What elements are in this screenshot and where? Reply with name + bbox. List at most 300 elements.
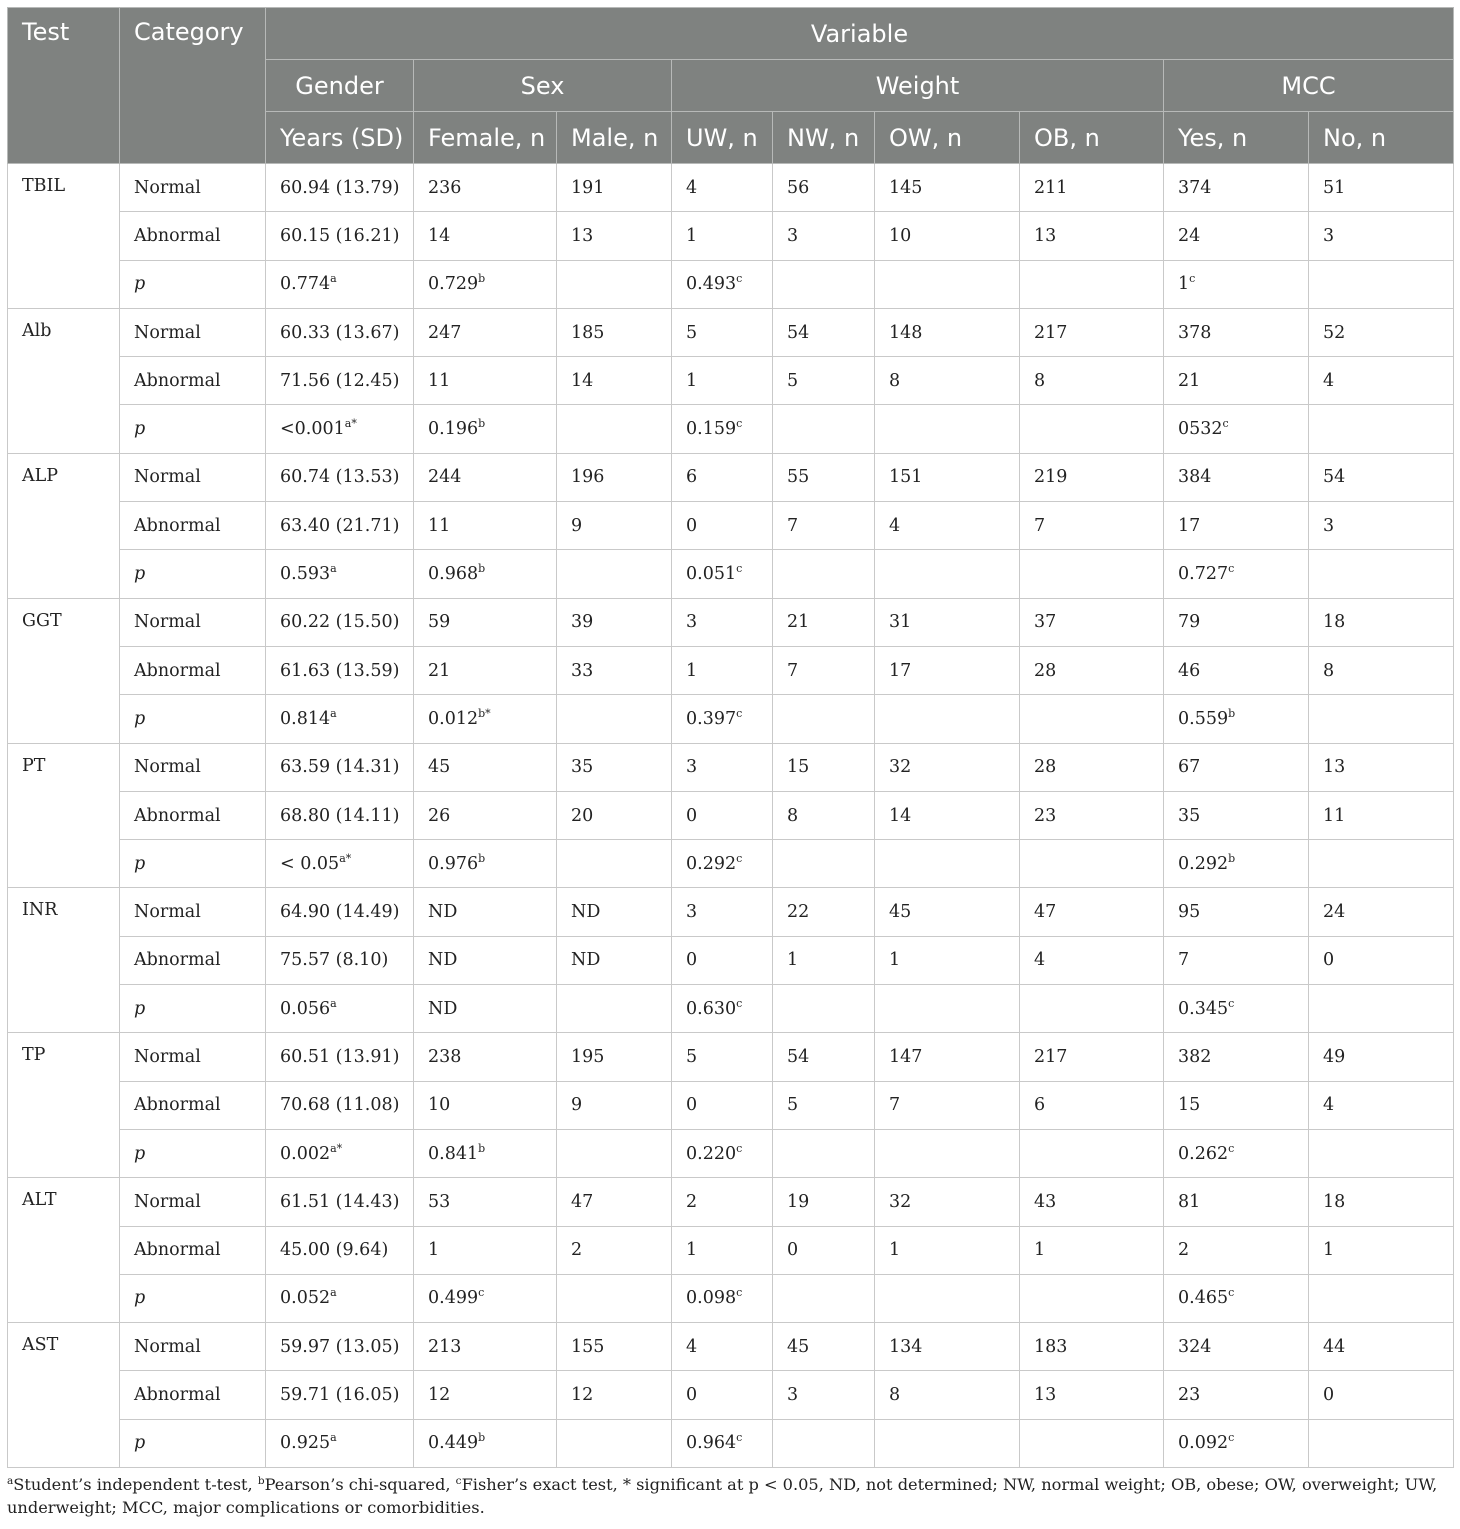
value-cell <box>1309 1081 1454 1129</box>
cell-value: 26 <box>428 805 451 826</box>
value-cell <box>557 936 672 984</box>
cell-value: 59 <box>428 612 451 633</box>
cell-footnote-marker: c <box>1228 1286 1235 1300</box>
table-row <box>8 212 1454 260</box>
cell-value: 60.15 (16.21) <box>280 225 400 246</box>
cell-value: 60.33 (13.67) <box>280 322 400 343</box>
value-cell <box>672 1033 773 1081</box>
value-cell <box>1164 985 1309 1033</box>
value-cell <box>557 550 672 598</box>
cell-value: 1 <box>1178 274 1190 295</box>
cell-footnote-marker: a <box>330 706 337 720</box>
cell-value: 11 <box>1323 805 1346 826</box>
cell-value: 22 <box>787 902 810 923</box>
cell-value: 185 <box>571 322 605 343</box>
table-row <box>8 1081 1454 1129</box>
value-cell <box>1164 743 1309 791</box>
cell-value: 0.493 <box>686 274 737 295</box>
header-col-uw: UW, n <box>672 112 773 164</box>
value-cell <box>773 888 875 936</box>
value-cell <box>875 695 1020 743</box>
value-cell <box>875 1129 1020 1177</box>
cell-value: 35 <box>1178 805 1201 826</box>
cell-value: 53 <box>428 1191 451 1212</box>
cell-value: 0.729 <box>428 274 479 295</box>
value-cell <box>1164 1274 1309 1322</box>
value-cell <box>266 743 414 791</box>
value-cell <box>773 985 875 1033</box>
cell-value: 44 <box>1323 1336 1346 1357</box>
value-cell <box>773 550 875 598</box>
value-cell <box>414 405 557 453</box>
value-cell <box>557 985 672 1033</box>
cell-value: 13 <box>571 225 594 246</box>
value-cell <box>557 1226 672 1274</box>
value-cell <box>414 164 557 212</box>
value-cell <box>875 985 1020 1033</box>
value-cell <box>875 840 1020 888</box>
cell-value: 7 <box>1034 515 1046 536</box>
cell-footnote-marker: b <box>1228 851 1236 865</box>
cell-value: 0.196 <box>428 419 479 440</box>
cell-value: 1 <box>1323 1240 1335 1261</box>
value-cell <box>672 308 773 356</box>
table-footnote <box>7 1473 1453 1519</box>
value-cell <box>672 357 773 405</box>
value-cell <box>672 212 773 260</box>
value-cell <box>1164 1129 1309 1177</box>
value-cell <box>773 1323 875 1371</box>
cell-value: 47 <box>571 1191 594 1212</box>
value-cell <box>557 1178 672 1226</box>
cell-value: 4 <box>686 177 698 198</box>
table-row <box>8 985 1454 1033</box>
cell-value: 0 <box>1323 1385 1335 1406</box>
cell-value: 15 <box>787 757 810 778</box>
value-cell <box>672 453 773 501</box>
cell-footnote-marker: b <box>478 1141 486 1155</box>
cell-value: 0.593 <box>280 564 331 585</box>
cell-value: 211 <box>1034 177 1068 198</box>
cell-value: 45 <box>889 902 912 923</box>
cell-value: 217 <box>1034 1046 1068 1067</box>
cell-value: 3 <box>787 1385 799 1406</box>
cell-value: 8 <box>1034 370 1046 391</box>
cell-value: 1 <box>686 225 698 246</box>
category-cell: p <box>120 1129 266 1177</box>
cell-value: 35 <box>571 757 594 778</box>
header-group-gender: Gender <box>266 60 414 112</box>
cell-footnote-marker: c <box>736 706 743 720</box>
cell-value: 18 <box>1323 612 1346 633</box>
value-cell <box>1164 695 1309 743</box>
cell-value: 4 <box>1323 370 1335 391</box>
value-cell <box>414 1323 557 1371</box>
value-cell <box>1164 308 1309 356</box>
table-row <box>8 936 1454 984</box>
value-cell <box>773 840 875 888</box>
cell-value: 60.94 (13.79) <box>280 177 400 198</box>
value-cell <box>1020 646 1164 694</box>
value-cell <box>266 502 414 550</box>
cell-value: 8 <box>787 805 799 826</box>
value-cell <box>672 1178 773 1226</box>
value-cell <box>1309 453 1454 501</box>
value-cell <box>1020 1129 1164 1177</box>
cell-value: 33 <box>571 660 594 681</box>
cell-value: 45 <box>787 1336 810 1357</box>
cell-footnote-marker: c <box>1228 1431 1235 1445</box>
cell-value: 18 <box>1323 1191 1346 1212</box>
cell-value: 49 <box>1323 1046 1346 1067</box>
cell-value: 7 <box>889 1095 901 1116</box>
value-cell <box>1164 260 1309 308</box>
cell-value: 191 <box>571 177 605 198</box>
cell-footnote-marker: c <box>736 1431 743 1445</box>
value-cell <box>773 1274 875 1322</box>
value-cell <box>557 1033 672 1081</box>
value-cell <box>1309 791 1454 839</box>
cell-value: 0.774 <box>280 274 331 295</box>
table-row <box>8 888 1454 936</box>
cell-footnote-marker: a <box>330 1431 337 1445</box>
value-cell <box>266 936 414 984</box>
cell-value: 60.74 (13.53) <box>280 467 400 488</box>
cell-footnote-marker: a* <box>344 417 357 431</box>
cell-value: 31 <box>889 612 912 633</box>
value-cell <box>266 405 414 453</box>
category-cell: Abnormal <box>120 646 266 694</box>
value-cell <box>773 164 875 212</box>
value-cell <box>414 1274 557 1322</box>
value-cell <box>414 260 557 308</box>
cell-footnote-marker: b <box>1228 706 1236 720</box>
value-cell <box>672 791 773 839</box>
cell-footnote-marker: c <box>736 562 743 576</box>
value-cell <box>1020 985 1164 1033</box>
cell-value: 0.449 <box>428 1433 479 1454</box>
cell-value: 145 <box>889 177 923 198</box>
cell-value: 54 <box>787 1046 810 1067</box>
value-cell <box>1309 743 1454 791</box>
cell-value: 43 <box>1034 1191 1057 1212</box>
value-cell <box>672 502 773 550</box>
header-col-mcc-yes: Yes, n <box>1164 112 1309 164</box>
value-cell <box>773 598 875 646</box>
footnote-marker: b <box>257 1475 265 1487</box>
cell-value: 0.841 <box>428 1143 479 1164</box>
value-cell <box>1020 260 1164 308</box>
value-cell <box>414 985 557 1033</box>
header-group-sex: Sex <box>414 60 672 112</box>
value-cell <box>1309 888 1454 936</box>
cell-value: 0.630 <box>686 998 737 1019</box>
cell-value: 196 <box>571 467 605 488</box>
value-cell <box>1309 695 1454 743</box>
table-row <box>8 260 1454 308</box>
cell-value: 70.68 (11.08) <box>280 1095 400 1116</box>
test-name-cell: PT <box>8 743 120 888</box>
table-row <box>8 598 1454 646</box>
cell-footnote-marker: c <box>736 1141 743 1155</box>
cell-value: 15 <box>1178 1095 1201 1116</box>
cell-footnote-marker: c <box>736 851 743 865</box>
value-cell <box>1309 1323 1454 1371</box>
cell-value: 3 <box>1323 515 1335 536</box>
cell-value: 247 <box>428 322 462 343</box>
value-cell <box>1020 598 1164 646</box>
value-cell <box>672 1226 773 1274</box>
value-cell <box>875 1274 1020 1322</box>
cell-value: 56 <box>787 177 810 198</box>
table-row <box>8 1419 1454 1467</box>
cell-value: 14 <box>571 370 594 391</box>
cell-value: 7 <box>1178 950 1190 971</box>
cell-value: 195 <box>571 1046 605 1067</box>
value-cell <box>875 1226 1020 1274</box>
cell-value: 0.345 <box>1178 998 1229 1019</box>
value-cell <box>1020 936 1164 984</box>
value-cell <box>414 888 557 936</box>
cell-value: 5 <box>787 370 799 391</box>
table-row <box>8 743 1454 791</box>
cell-value: 17 <box>889 660 912 681</box>
table-row <box>8 453 1454 501</box>
value-cell <box>773 646 875 694</box>
cell-value: 13 <box>1323 757 1346 778</box>
value-cell <box>1309 1226 1454 1274</box>
cell-value: 0 <box>787 1240 799 1261</box>
value-cell <box>672 1419 773 1467</box>
value-cell <box>1020 357 1164 405</box>
value-cell <box>672 598 773 646</box>
value-cell <box>557 888 672 936</box>
value-cell <box>875 502 1020 550</box>
cell-footnote-marker: a <box>330 1286 337 1300</box>
cell-value: 0.002 <box>280 1143 331 1164</box>
cell-value: 60.22 (15.50) <box>280 612 400 633</box>
value-cell <box>672 646 773 694</box>
cell-footnote-marker: c <box>736 996 743 1010</box>
cell-value: 47 <box>1034 902 1057 923</box>
value-cell <box>1309 598 1454 646</box>
cell-value: 32 <box>889 757 912 778</box>
value-cell <box>266 164 414 212</box>
cell-value: 11 <box>428 370 451 391</box>
value-cell <box>557 1274 672 1322</box>
cell-value: 1 <box>686 1240 698 1261</box>
header-col-ow: OW, n <box>875 112 1020 164</box>
value-cell <box>1309 550 1454 598</box>
value-cell <box>414 1081 557 1129</box>
cell-value: ND <box>428 950 458 971</box>
test-name-cell: TBIL <box>8 164 120 309</box>
value-cell <box>875 1419 1020 1467</box>
cell-value: 0.056 <box>280 998 331 1019</box>
value-cell <box>266 598 414 646</box>
cell-footnote-marker: c <box>736 417 743 431</box>
header-col-female: Female, n <box>414 112 557 164</box>
value-cell <box>1164 840 1309 888</box>
value-cell <box>557 791 672 839</box>
value-cell <box>875 453 1020 501</box>
value-cell <box>557 212 672 260</box>
cell-value: 24 <box>1323 902 1346 923</box>
value-cell <box>672 840 773 888</box>
cell-footnote-marker: a <box>330 272 337 286</box>
cell-footnote-marker: b <box>478 1431 486 1445</box>
cell-value: 324 <box>1178 1336 1212 1357</box>
value-cell <box>672 1323 773 1371</box>
value-cell <box>773 1081 875 1129</box>
cell-value: 0 <box>686 1385 698 1406</box>
value-cell <box>557 1323 672 1371</box>
value-cell <box>1164 1226 1309 1274</box>
value-cell <box>266 840 414 888</box>
table-row <box>8 164 1454 212</box>
value-cell <box>875 357 1020 405</box>
value-cell <box>672 550 773 598</box>
cell-value: 4 <box>889 515 901 536</box>
cell-value: 67 <box>1178 757 1201 778</box>
value-cell <box>1164 1178 1309 1226</box>
category-cell: p <box>120 695 266 743</box>
cell-value: 20 <box>571 805 594 826</box>
value-cell <box>557 164 672 212</box>
category-cell: Normal <box>120 888 266 936</box>
value-cell <box>557 646 672 694</box>
value-cell <box>557 840 672 888</box>
footnote-marker: c <box>455 1475 462 1487</box>
value-cell <box>1309 936 1454 984</box>
cell-value: 68.80 (14.11) <box>280 805 400 826</box>
table-row <box>8 695 1454 743</box>
value-cell <box>414 936 557 984</box>
value-cell <box>414 308 557 356</box>
value-cell <box>1020 502 1164 550</box>
cell-value: ND <box>428 902 458 923</box>
cell-footnote-marker: c <box>1228 1141 1235 1155</box>
value-cell <box>1164 550 1309 598</box>
table-row <box>8 1371 1454 1419</box>
value-cell <box>266 1129 414 1177</box>
cell-value: 0.098 <box>686 1288 737 1309</box>
cell-value: 21 <box>1178 370 1201 391</box>
cell-value: 7 <box>787 660 799 681</box>
cell-value: 1 <box>428 1240 440 1261</box>
cell-value: 151 <box>889 467 923 488</box>
value-cell <box>875 308 1020 356</box>
cell-footnote-marker: a <box>330 996 337 1010</box>
value-cell <box>1164 888 1309 936</box>
value-cell <box>672 888 773 936</box>
cell-value: 0.814 <box>280 708 331 729</box>
value-cell <box>773 1129 875 1177</box>
cell-value: 55 <box>787 467 810 488</box>
category-cell: Abnormal <box>120 791 266 839</box>
value-cell <box>414 791 557 839</box>
cell-value: 0 <box>686 950 698 971</box>
value-cell <box>875 212 1020 260</box>
cell-value: 63.59 (14.31) <box>280 757 400 778</box>
cell-value: 2 <box>686 1191 698 1212</box>
category-cell: Normal <box>120 743 266 791</box>
value-cell <box>1309 1033 1454 1081</box>
category-cell: Normal <box>120 1033 266 1081</box>
footnote-marker: a <box>7 1475 14 1487</box>
value-cell <box>773 791 875 839</box>
category-cell: Normal <box>120 308 266 356</box>
cell-value: 6 <box>686 467 698 488</box>
value-cell <box>1164 502 1309 550</box>
value-cell <box>1309 1129 1454 1177</box>
footnote-text: Student’s independent t-test, <box>13 1475 258 1494</box>
cell-footnote-marker: c <box>1222 417 1229 431</box>
cell-value: 0532 <box>1178 419 1223 440</box>
value-cell <box>1309 260 1454 308</box>
value-cell <box>1164 1371 1309 1419</box>
category-cell: p <box>120 405 266 453</box>
value-cell <box>266 308 414 356</box>
table-body <box>8 164 1454 1468</box>
cell-footnote-marker: b <box>478 851 486 865</box>
cell-value: 10 <box>889 225 912 246</box>
value-cell <box>773 1226 875 1274</box>
value-cell <box>266 1274 414 1322</box>
cell-value: 3 <box>686 902 698 923</box>
cell-value: 0 <box>686 805 698 826</box>
value-cell <box>557 1419 672 1467</box>
value-cell <box>1020 1419 1164 1467</box>
cell-value: 134 <box>889 1336 923 1357</box>
footnote-text: Pearson’s chi-squared, <box>264 1475 456 1494</box>
value-cell <box>1309 840 1454 888</box>
cell-value: 3 <box>686 612 698 633</box>
value-cell <box>1164 405 1309 453</box>
cell-value: 0.499 <box>428 1288 479 1309</box>
value-cell <box>1020 1323 1164 1371</box>
value-cell <box>773 308 875 356</box>
header-test: Test <box>8 8 120 164</box>
cell-footnote-marker: b <box>478 417 486 431</box>
cell-value: 0.925 <box>280 1433 331 1454</box>
value-cell <box>875 1178 1020 1226</box>
cell-value: 0.559 <box>1178 708 1229 729</box>
cell-value: 7 <box>787 515 799 536</box>
cell-value: 0.262 <box>1178 1143 1229 1164</box>
category-cell: Abnormal <box>120 1226 266 1274</box>
table-row <box>8 1129 1454 1177</box>
cell-value: 46 <box>1178 660 1201 681</box>
value-cell <box>266 1419 414 1467</box>
value-cell <box>672 1274 773 1322</box>
value-cell <box>1020 695 1164 743</box>
value-cell <box>875 936 1020 984</box>
cell-value: 23 <box>1034 805 1057 826</box>
test-name-cell: ALP <box>8 453 120 598</box>
cell-value: 5 <box>686 1046 698 1067</box>
cell-value: 148 <box>889 322 923 343</box>
value-cell <box>773 743 875 791</box>
table-row <box>8 840 1454 888</box>
cell-value: 244 <box>428 467 462 488</box>
cell-value: 21 <box>787 612 810 633</box>
cell-value: 384 <box>1178 467 1212 488</box>
value-cell <box>875 646 1020 694</box>
cell-value: 59.71 (16.05) <box>280 1385 400 1406</box>
value-cell <box>557 1371 672 1419</box>
cell-value: 1 <box>686 370 698 391</box>
